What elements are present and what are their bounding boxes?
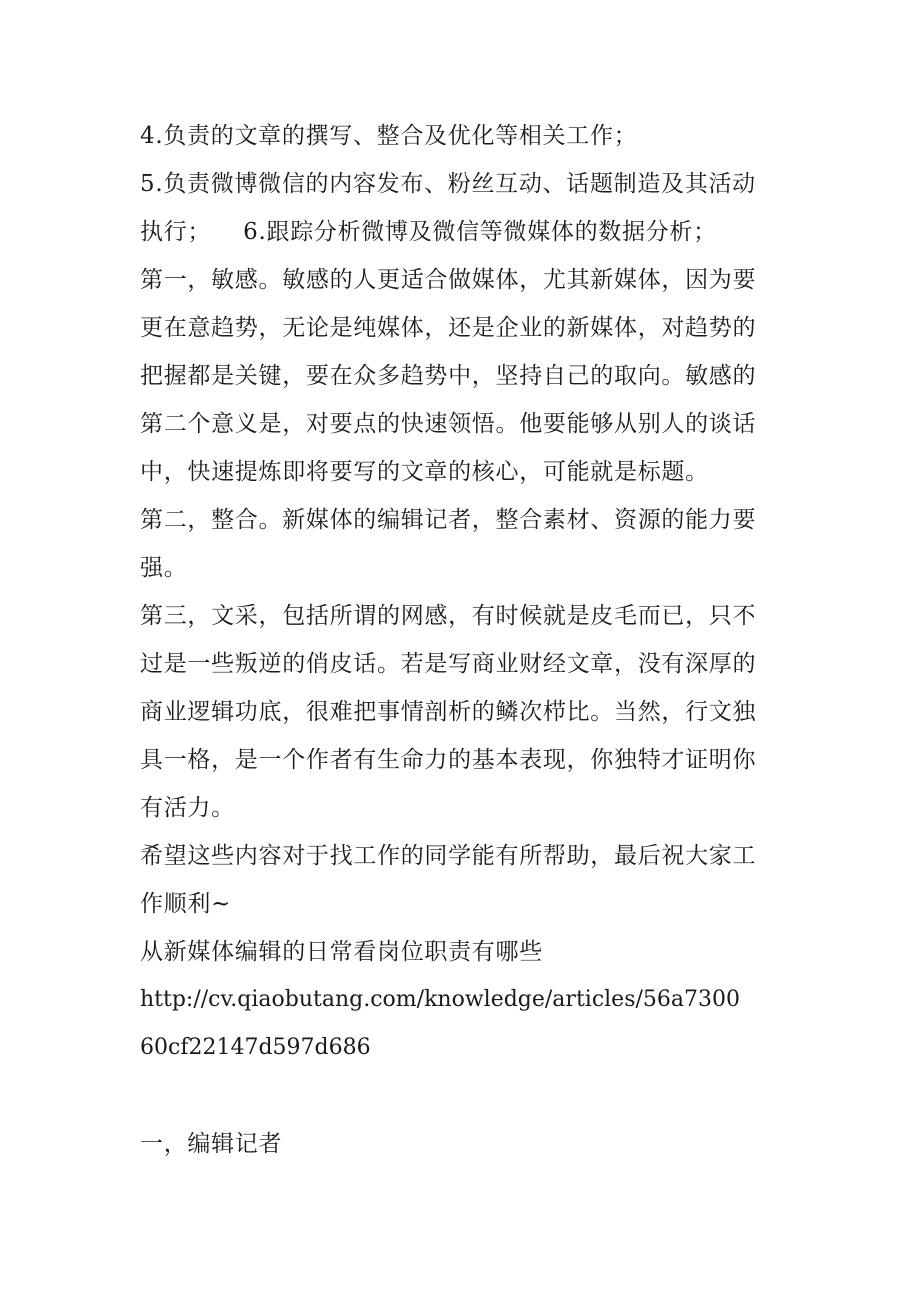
article-url-line[interactable]: 60cf22147d597d686	[140, 1035, 371, 1060]
text-line: 4.负责的文章的撰写、整合及优化等相关工作；	[140, 123, 638, 149]
blank-line	[140, 1072, 785, 1120]
document-body	[140, 112, 785, 1168]
text-line: 第二个意义是，对要点的快速领悟。他要能够从别人的谈话	[140, 411, 757, 437]
article-url-line[interactable]: http://cv.qiaobutang.com/knowledge/articles/56a7300	[140, 987, 740, 1012]
text-line: 第二，整合。新媒体的编辑记者，整合素材、资源的能力要	[140, 507, 757, 533]
text-line: 具一格，是一个作者有生命力的基本表现，你独特才证明你	[140, 747, 757, 773]
text-line: 作顺利~	[140, 891, 232, 917]
text-line: 把握都是关键，要在众多趋势中，坚持自己的取向。敏感的	[140, 363, 757, 389]
section-heading: 一，编辑记者	[140, 1131, 283, 1157]
text-line: 更在意趋势，无论是纯媒体，还是企业的新媒体，对趋势的	[140, 315, 757, 341]
text-line: 有活力。	[140, 795, 235, 821]
text-line: 商业逻辑功底，很难把事情剖析的鳞次栉比。当然，行文独	[140, 699, 757, 725]
text-line: 希望这些内容对于找工作的同学能有所帮助，最后祝大家工	[140, 843, 757, 869]
text-line: 执行； 6.跟踪分析微博及微信等微媒体的数据分析；	[140, 219, 717, 245]
text-line: 第三，文采，包括所谓的网感，有时候就是皮毛而已，只不	[140, 603, 757, 629]
text-line: 中，快速提炼即将要写的文章的核心，可能就是标题。	[140, 459, 709, 485]
article-title: 从新媒体编辑的日常看岗位职责有哪些	[140, 939, 543, 965]
text-line: 5.负责微博微信的内容发布、粉丝互动、话题制造及其活动	[140, 171, 756, 197]
text-line: 强。	[140, 555, 188, 581]
text-line: 过是一些叛逆的俏皮话。若是写商业财经文章，没有深厚的	[140, 651, 757, 677]
text-line: 第一，敏感。敏感的人更适合做媒体，尤其新媒体，因为要	[140, 267, 757, 293]
